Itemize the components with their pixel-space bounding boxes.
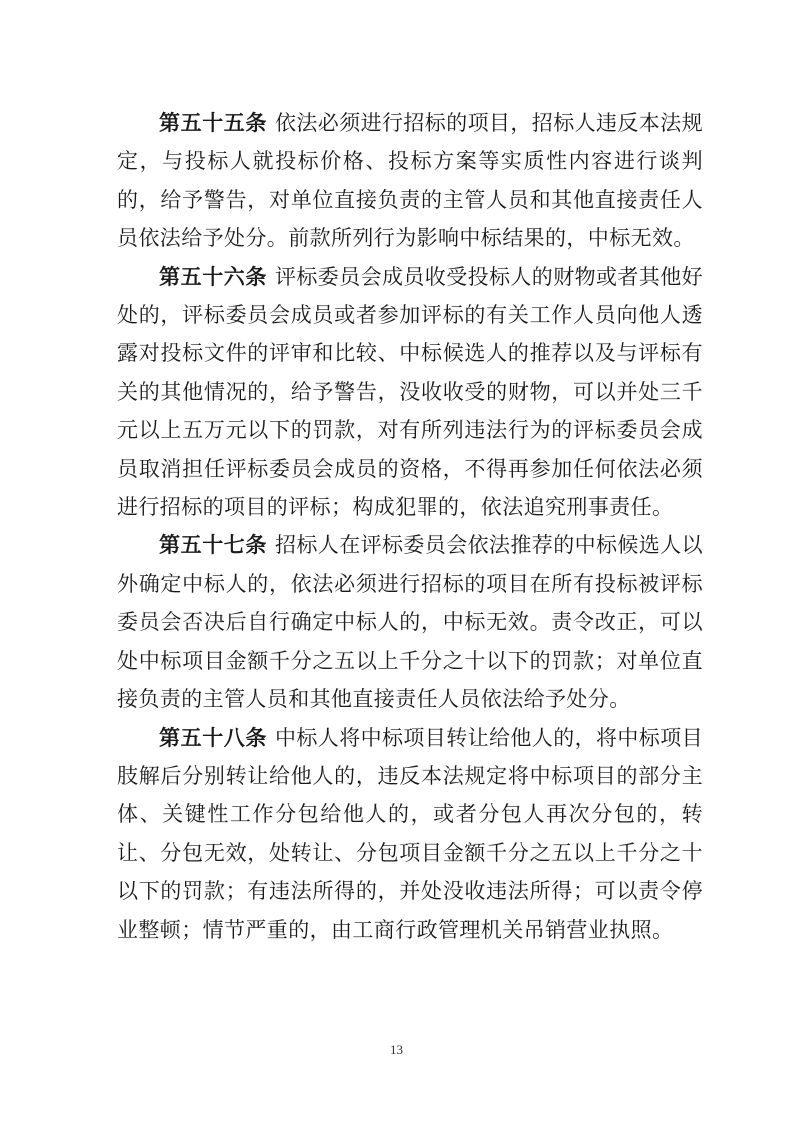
article-56: [117, 258, 703, 527]
article-55: [117, 104, 703, 258]
article-58: [117, 719, 703, 949]
article-title: 第五十七条: [159, 533, 267, 558]
article-title: 第五十八条: [159, 725, 267, 750]
article-57: [117, 526, 703, 718]
article-body: 依法必须进行招标的项目，招标人违反本法规定，与投标人就投标价格、投标方案等实质性内容进行谈判的，给予警告，对单位直接负责的主管人员和其他直接责任人员依法给予处分。前款所列行为影响中标结果的，中标无效。: [117, 111, 703, 251]
document-page: [117, 104, 703, 949]
article-title: 第五十六条: [159, 264, 267, 289]
article-title: 第五十五条: [159, 111, 267, 135]
article-body: 招标人在评标委员会依法推荐的中标候选人以外确定中标人的，依法必须进行招标的项目在所有投标被评标委员会否决后自行确定中标人的，中标无效。责令改正，可以处中标项目金额千分之五以上千分之十以下的罚款；对单位直接负责的主管人员和其他直接责任人员依法给予处分。: [117, 533, 703, 712]
page-number: 13: [390, 1042, 403, 1057]
article-body: 评标委员会成员收受投标人的财物或者其他好处的，评标委员会成员或者参加评标的有关工作人员向他人透露对投标文件的评审和比较、中标候选人的推荐以及与评标有关的其他情况的，给予警告，没收收受的财物，可以并处三千元以上五万元以下的罚款，对有所列违法行为的评标委员会成员取消担任评标委员会成员的资格，不得再参加任何依法必须进行招标的项目的评标；构成犯罪的，依法追究刑事责任。: [117, 264, 703, 520]
article-body: 中标人将中标项目转让给他人的，将中标项目肢解后分别转让给他人的，违反本法规定将中标项目的部分主体、关键性工作分包给他人的，或者分包人再次分包的，转让、分包无效，处转让、分包项目金额千分之五以上千分之十以下的罚款；有违法所得的，并处没收违法所得；可以责令停业整顿；情节严重的，由工商行政管理机关吊销营业执照。: [117, 725, 703, 942]
